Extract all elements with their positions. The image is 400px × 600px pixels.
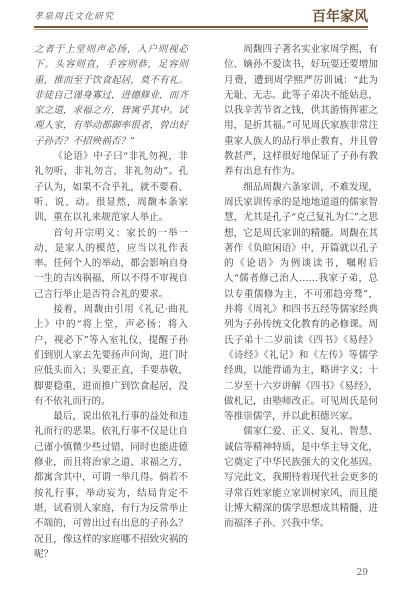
page-number: 29 (356, 568, 368, 578)
paragraph: 接着，周馥由引用《礼记·曲礼上》中的“将上堂，声必扬；将入户，视必下”等入室礼仪，提醒子孙们到别人家去先要扬声问询，进门时应低头而入；头要正直，手要恭敬，脚要稳重，进而推广到饮食起居，没有不依礼而行的。 (34, 304, 188, 407)
paragraph: 儒家仁爱、正义、复礼、智慧、诚信等精神特质，是中华主导文化，它奠定了中华民族强大的文化基因。写完此文，我期待着现代社会更多的寻常百姓家能立家训树家风，而且能让博大精深的儒学思想成其精髓，进而福泽子孙、兴我中华。 (224, 426, 378, 530)
paragraph: 首句开宗明义：家长的一举一动，是家人的模范，应当以礼作表率。任何个人的举动，都会影响自身一生的吉凶祸福，所以不得不审视自己言行举止是否符合礼的要求。 (34, 227, 188, 300)
paragraph: 周馥四子著名实业家周学熙，有位、嫡孙不爱读书，好玩耍还要增加月费，遭到周学熙严厉训诫：“此为无耻、无志。此等子弟决不能姑息，以我辛苦节省之钱，供其游惰挥霍之用，是折其福。”可见周氏家族非常注重家人族人的品行举止教育，并且曾教甚严，这样很好地保证了子孙有教养有出息有作为。 (224, 44, 378, 178)
quoted-passage: 之者于上堂则声必扬，入户则视必下。头容则直，手容则恭，足容则重，推而至于饮食起居，莫不有礼。非徒自己谨身寡过，进德修业，而齐家之道，求福之方，皆寓乎其中。试观人家，有举动都御率很者，曾出好子孙否？不招殃祸否？” (34, 44, 188, 147)
left-column (34, 42, 188, 562)
right-column (224, 42, 378, 532)
paragraph: 细品周馥六条家训，不难发现，周氏家训传承的是地地道道的儒家智慧，尤其是孔子“克己复礼为仁”之思想，它是周氏家训的精髓。周馥在其著作《负暄闲语》中，开篇就以孔子的《论语》为例谈读书，嘱咐后人“儒者修己治人……我家子弟，总以专重儒修为主，不可邪趋旁骛”，并将《周礼》和四书五经等儒家经典列为子孙传统文化教育的必修课。周氏子弟十二岁前读《四书》《易经》《诗经》《礼记》和《左传》等儒学经典，以能背诵为主，略讲字义；十二岁至十六岁讲解《四书》《易经》，做札记，由塾师改正。可见周氏是何等推崇儒学，并以此积德兴家。 (224, 181, 378, 423)
paragraph: 最后，说出依礼行事的益处和违礼而行的恶果。依礼行事不仅是让自己谨小慎微少些过错，同时也能进德修业，而且将治家之道、求福之方，都寓含其中，可谓一举几得。倘若不按礼行事，举动妄为，结局肯定不堪，试看别人家庭，有行为反常举止不端的，可曾出过有出息的子孙么？况且，像这样的家庭哪不招致灾祸的呢？ (34, 411, 188, 560)
book-title: 孝泉周氏文化研究 (34, 12, 115, 22)
header-rule-thin (34, 29, 368, 30)
paragraph: 《论语》中子曰“非礼勿视，非礼勿听，非礼勿言，非礼勿动”。孔子认为，如果不合乎礼，就不要看、听、说、动。很显然，周馥本条家训，重在以礼来规范家人举止。 (34, 151, 188, 224)
header-rule (34, 26, 368, 28)
page-header (0, 0, 400, 34)
section-title: 百年家风 (312, 9, 368, 25)
